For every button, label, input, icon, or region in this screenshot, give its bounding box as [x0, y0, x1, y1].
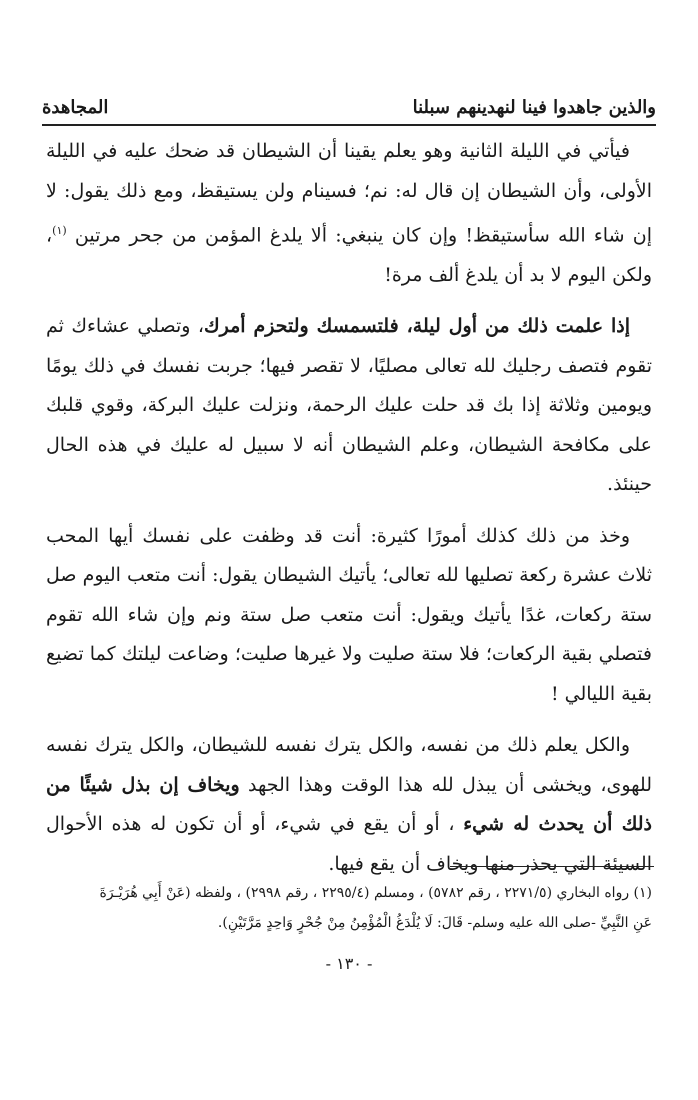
main-text — [46, 132, 652, 884]
footnotes — [46, 878, 652, 938]
paragraph-1-text: فيأتي في الليلة الثانية وهو يعلم يقينا أن الشيطان قد ضحك عليه في الليلة الأولى، وأن الشيطان إن قال له: نم؛ فسينام ولن يستيقظ، ومع ذلك يقول: لا إن شاء الله سأستيقظ! وإن كان ينبغي: ألا يلدغ المؤمن من جحر مرتين — [46, 140, 652, 247]
header-chapter-title: المجاهدة — [42, 97, 109, 118]
paragraph-4 — [46, 726, 652, 884]
header-book-title: والذين جاهدوا فينا لنهدينهم سبلنا — [412, 97, 656, 118]
paragraph-4-text-a: والكل يعلم ذلك من نفسه، والكل يترك نفسه للشيطان، والكل يترك نفسه للهوى، ويخشى أن يبذل لله هذا الوقت وهذا الجهد — [46, 734, 652, 796]
paragraph-1 — [46, 132, 652, 295]
paragraph-1-end: ، ولكن اليوم لا بد أن يلدغ ألف مرة! — [46, 224, 652, 286]
paragraph-2 — [46, 307, 652, 505]
footnote-line-2: عَنِ النَّبِيِّ -صلى الله عليه وسلم- قَالَ: لَا يُلْدَغُ الْمُؤْمِنُ مِنْ جُحْرٍ وَاحِدٍ مَرَّتَيْنِ). — [217, 915, 652, 931]
footnote-line-1: (١) رواه البخاري (٢٢٧١/٥ ، رقم ٥٧٨٢) ، ومسلم (٢٢٩٥/٤ ، رقم ٢٩٩٨) ، ولفظه (عَنْ أَبِي هُرَيْـرَةَ — [99, 885, 652, 901]
paragraph-4-text-b: ، أو أن يقع في شيء، أو أن تكون له هذه الأحوال السيئة التي يحذر منها ويخاف أن يقع فيها. — [46, 813, 652, 875]
paragraph-3 — [46, 517, 652, 715]
paragraph-2-bold: إذا علمت ذلك من أول ليلة، فلتسمسك ولتحزم أمرك — [203, 315, 631, 338]
page-number: - ١٣٠ - — [325, 954, 373, 973]
footnote-reference[interactable]: (١) — [52, 224, 67, 237]
footnote-divider — [450, 866, 654, 867]
paragraph-4-bold: ويخاف إن بذل شيئًا من ذلك أن يحدث له شيء — [46, 773, 652, 836]
header-divider — [42, 124, 656, 126]
paragraph-3-text: وخذ من ذلك كذلك أمورًا كثيرة: أنت قد وظفت على نفسك أيها المحب ثلاث عشرة ركعة تصليها لله تعالى؛ يأتيك الشيطان يقول: أنت متعب اليوم صل ستة ركعات، غدًا يأتيك ويقول: أنت متعب صل ستة ونم وإن شاء الله تقوم فتصلي بقية الركعات؛ فلا ستة صليت ولا غيرها صليت؛ وضاعت ليلتك كما تضيع بقية الليالي ! — [46, 524, 652, 705]
paragraph-2-text: ، وتصلي عشاءك ثم تقوم فتصف رجليك لله تعالى مصليًا، لا تقصر فيها؛ جربت نفسك في ذلك يومًا ويومين وثلاثة إذا بك قد حلت عليك الرحمة، ونزلت عليك البركة، وقوي قلبك على مكافحة الشيطان، وعلم الشيطان أنه لا سبيل له عليك في هذه الحال حينئذ. — [46, 315, 652, 496]
running-header — [42, 88, 656, 118]
